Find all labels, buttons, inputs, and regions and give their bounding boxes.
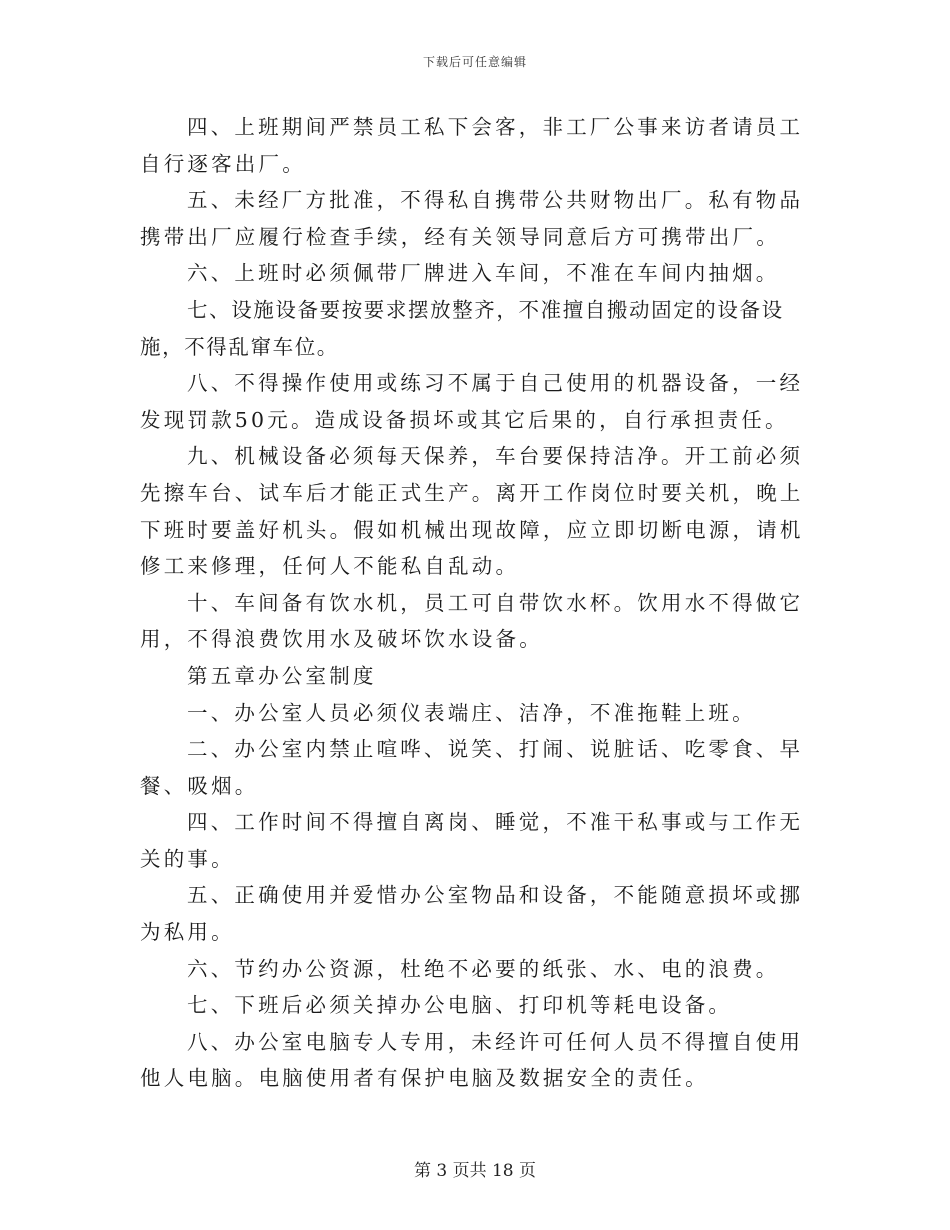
paragraph-office-rule-7: 七、下班后必须关掉办公电脑、打印机等耗电设备。 — [187, 993, 733, 1018]
chapter-heading: 第五章办公室制度 — [187, 663, 377, 688]
paragraph-office-rule-8: 八、办公室电脑专人专用，未经许可任何人员不得擅自使用他人电脑。电脑使用者有保护电脑及数据安全的责任。 — [140, 1029, 804, 1091]
paragraph-office-rule-1: 一、办公室人员必须仪表端庄、洁净，不准拖鞋上班。 — [187, 700, 756, 725]
paragraph-rule-7-equipment: 七、设施设备要按要求摆放整齐，不准擅自搬动固定的设备设施，不得乱窜车位。 — [140, 297, 784, 359]
paragraph-rule-6-badge: 六、上班时必须佩带厂牌进入车间，不准在车间内抽烟。 — [187, 261, 780, 286]
page-header-note: 下载后可任意编辑 — [422, 55, 527, 69]
paragraph-office-rule-4: 四、工作时间不得擅自离岗、睡觉，不准干私事或与工作无关的事。 — [140, 810, 804, 871]
document-body — [140, 109, 810, 1097]
page-number: 第 3 页共 18 页 — [413, 1161, 537, 1181]
paragraph-rule-5-property: 五、未经厂方批准，不得私自携带公共财物出厂。私有物品携带出厂应履行检查手续，经有关领导同意后方可携带出厂。 — [140, 188, 804, 249]
paragraph-rule-10-water: 十、车间备有饮水机，员工可自带饮水杯。饮用水不得做它用，不得浪费饮用水及破坏饮水设备。 — [140, 590, 804, 652]
paragraph-office-rule-6: 六、节约办公资源，杜绝不必要的纸张、水、电的浪费。 — [187, 956, 780, 981]
paragraph-office-rule-2: 二、办公室内禁止喧哗、说笑、打闹、说脏话、吃零食、早餐、吸烟。 — [140, 737, 804, 798]
paragraph-office-rule-5: 五、正确使用并爱惜办公室物品和设备，不能随意损坏或挪为私用。 — [140, 883, 804, 945]
paragraph-rule-8-machines: 八、不得操作使用或练习不属于自己使用的机器设备，一经发现罚款50元。造成设备损坏或其它后果的，自行承担责任。 — [140, 371, 804, 432]
paragraph-rule-9-maintenance: 九、机械设备必须每天保养，车台要保持洁净。开工前必须先擦车台、试车后才能正式生产。离开工作岗位时要关机，晚上下班时要盖好机头。假如机械出现故障，应立即切断电源，请机修工来修理，任何人不能私自乱动。 — [140, 444, 804, 579]
paragraph-rule-4-visitors: 四、上班期间严禁员工私下会客，非工厂公事来访者请员工自行逐客出厂。 — [140, 115, 804, 176]
